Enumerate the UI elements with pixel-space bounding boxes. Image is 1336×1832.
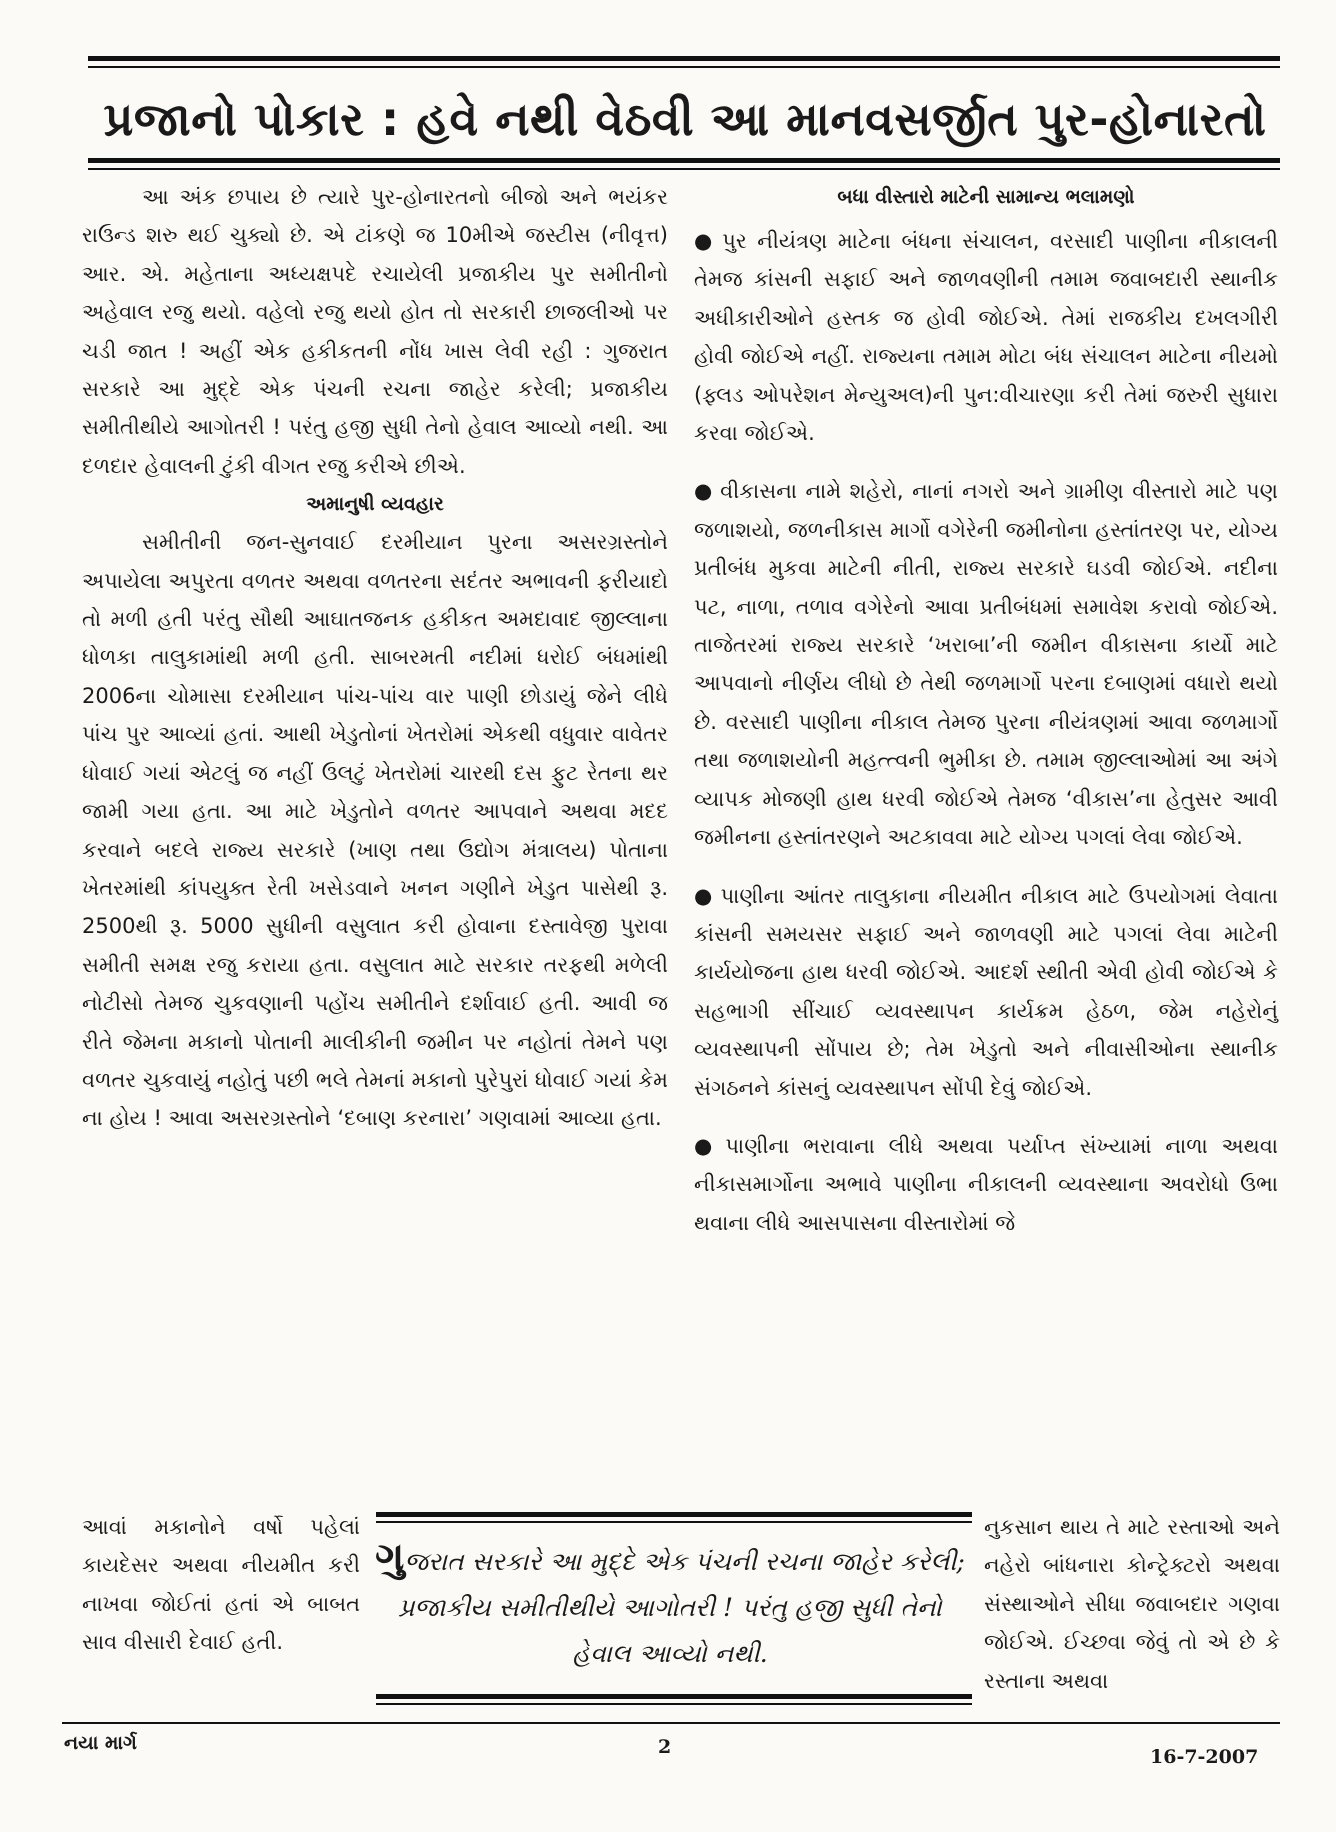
recommendation-text: વીકાસના નામે શહેરો, નાનાં નગરો અને ગ્રામીણ વીસ્તારો માટે પણ જળાશયો, જળનીકાસ માર્ગો વગેરેની જમીનોના હસ્તાંતરણ પર, યોગ્ય પ્રતીબંધ મુકવા માટેની નીતી, રાજ્ય સરકારે ઘડવી જોઈએ. નદીના પટ, નાળા, તળાવ વગેરેનો આવા પ્રતીબંધમાં સમાવેશ કરાવો જોઈએ. તાજેતરમાં રાજ્ય સરકારે ‘ખરાબા’ની જમીન વીકાસના કાર્યો માટે આપવાનો નીર્ણય લીધો છે તેથી જળમાર્ગો પરના દબાણમાં વધારો થયો છે. વરસાદી પાણીના નીકાલ તેમજ પુરના નીયંત્રણમાં આવા જળમાર્ગો તથા જળાશયોની મહત્ત્વની ભુમીકા છે. તમામ જીલ્લાઓમાં આ અંગે વ્યાપક મોજણી હાથ ધરવી જોઈએ તેમજ ‘વીકાસ’ના હેતુસર આવી જમીનના હસ્તાંતરણને અટકાવવા માટે યોગ્ય પગલાં લેવા જોઈએ.	[694, 479, 1278, 850]
left-column	[82, 178, 668, 1138]
left-subheading: અમાનુષી વ્યવહાર	[306, 493, 444, 516]
recommendation-text: પાણીના ભરાવાના લીધે અથવા પર્યાપ્ત સંખ્યામાં નાળા અથવા નીકાસમાર્ગોના અભાવે પાણીના નીકાલની વ્યવસ્થાના અવરોધો ઉભા થવાના લીધે આસપાસના વીસ્તારોમાં જે	[694, 1133, 1278, 1235]
recommendation-text: પુર નીયંત્રણ માટેના બંધના સંચાલન, વરસાદી પાણીના નીકાલની તેમજ કાંસની સફાઈ અને જાળવણીની તમામ જવાબદારી સ્થાનીક અધીકારીઓને હસ્તક જ હોવી જોઈએ. તેમાં રાજકીય દખલગીરી હોવી જોઈએ નહીં. રાજ્યના તમામ મોટા બંધ સંચાલન માટેના નીયમો (ફ્લડ ઓપરેશન મેન્યુઅલ)ની પુન:વીચારણા કરી તેમાં જરુરી સુધારા કરવા જોઈએ.	[694, 229, 1278, 446]
pull-quote-rule-bottom	[376, 1694, 972, 1699]
pull-quote-initial: ગુ	[375, 1533, 405, 1580]
right-tail	[984, 1508, 1280, 1700]
top-rule-thin	[88, 66, 1280, 68]
bullet-icon: ●	[694, 229, 717, 253]
footer-rule	[62, 1722, 1280, 1724]
recommendation-2	[694, 472, 1278, 856]
headline-rule-thin	[88, 168, 1280, 170]
bullet-icon: ●	[694, 883, 715, 908]
bullet-icon: ●	[694, 479, 715, 504]
left-tail	[82, 1508, 360, 1662]
headline: પ્રજાનો પોકાર : હવે નથી વેઠવી આ માનવસર્જીત પુર-હોનારતો	[103, 92, 1267, 146]
pull-quote-rule-top-thin	[376, 1521, 972, 1523]
issue-date: 16-7-2007	[1150, 1746, 1259, 1768]
pull-quote	[370, 1534, 970, 1684]
right-column	[694, 178, 1278, 1242]
top-rule	[88, 56, 1280, 61]
body-paragraph: સમીતીની જન-સુનવાઈ દરમીયાન પુરના અસરગ્રસ્તોને અપાયેલા અપુરતા વળતર અથવા વળતરના સદંતર અભાવની ફરીયાદો તો મળી હતી પરંતુ સૌથી આઘાતજનક હકીકત અમદાવાદ જીલ્લાના ધોળકા તાલુકામાંથી મળી હતી. સાબરમતી નદીમાં ધરોઈ બંધમાંથી 2006ના ચોમાસા દરમીયાન પાંચ-પાંચ વાર પાણી છોડાયું જેને લીધે પાંચ પુર આવ્યાં હતાં. આથી ખેડુતોનાં ખેતરોમાં એકથી વધુવાર વાવેતર ધોવાઈ ગયાં એટલું જ નહીં ઉલટું ખેતરોમાં ચારથી દસ ફુટ રેતના થર જામી ગયા હતા. આ માટે ખેડુતોને વળતર આપવાને અથવા મદદ કરવાને બદલે રાજ્ય સરકારે (ખાણ તથા ઉદ્યોગ મંત્રાલય) પોતાના ખેતરમાંથી કાંપયુક્ત રેતી ખસેડવાને ખનન ગણીને ખેડુત પાસેથી રૂ. 2500થી રૂ. 5000 સુધીની વસુલાત કરી હોવાના દસ્તાવેજી પુરાવા સમીતી સમક્ષ રજુ કરાયા હતા. વસુલાત માટે સરકાર તરફથી મળેલી નોટીસો તેમજ ચુકવણાની પહોંચ સમીતીને દર્શાવાઈ હતી. આવી જ રીતે જેમના મકાનો પોતાની માલીકીની જમીન પર નહોતાં તેમને પણ વળતર ચુકવાયું નહોતું પછી ભલે તેમનાં મકાનો પુરેપુરાં ધોવાઈ ગયાં કેમ ના હોય ! આવા અસરગ્રસ્તોને ‘દબાણ કરનારા’ ગણવામાં આવ્યા હતા.	[82, 530, 668, 1131]
recommendation-text: પાણીના આંતર તાલુકાના નીયમીત નીકાલ માટે ઉપયોગમાં લેવાતા કાંસની સમયસર સફાઈ અને જાળવણી માટે પગલાં લેવા માટેની કાર્યયોજના હાથ ધરવી જોઈએ. આદર્શ સ્થીતી એવી હોવી જોઈએ કે સહભાગી સીંચાઈ વ્યવસ્થાપન કાર્યક્રમ હેઠળ, જેમ નહેરોનું વ્યવસ્થાપની સોંપાય છે; તેમ ખેડુતો અને નીવાસીઓના સ્થાનીક સંગઠનને કાંસનું વ્યવસ્થાપન સોંપી દેવું જોઈએ.	[694, 883, 1278, 1100]
pull-quote-text: જરાત સરકારે આ મુદ્દે એક પંચની રચના જાહેર કરેલી; પ્રજાકીય સમીતીથીયે આગોતરી ! પરંતુ હજી સુધી તેનો હેવાલ આવ્યો નથી.	[398, 1547, 965, 1668]
pull-quote-rule-top	[376, 1512, 972, 1517]
intro-paragraph: આ અંક છપાય છે ત્યારે પુર-હોનારતનો બીજો અને ભયંકર રાઉન્ડ શરુ થઈ ચુક્યો છે. એ ટાંકણે જ 10મીએ જસ્ટીસ (નીવૃત્ત) આર. એ. મહેતાના અધ્યક્ષપદે રચાયેલી પ્રજાકીય પુર સમીતીનો અહેવાલ રજુ થયો. વહેલો રજુ થયો હોત તો સરકારી છાજલીઓ પર ચડી જાત ! અહીં એક હકીકતની નોંધ ખાસ લેવી રહી : ગુજરાત સરકારે આ મુદ્દે એક પંચની રચના જાહેર કરેલી; પ્રજાકીય સમીતીથીયે આગોતરી ! પરંતુ હજી સુધી તેનો હેવાલ આવ્યો નથી. આ દળદાર હેવાલની ટુંકી વીગત રજુ કરીએ છીએ.	[82, 185, 668, 478]
bullet-icon: ●	[694, 1133, 720, 1158]
right-subheading: બધા વીસ્તારો માટેની સામાન્ય ભલામણો	[837, 186, 1135, 208]
page-number: 2	[658, 1736, 672, 1758]
recommendation-1	[694, 222, 1278, 452]
recommendation-4	[694, 1127, 1278, 1242]
recommendation-3	[694, 877, 1278, 1107]
pull-quote-rule-bottom-thin	[376, 1703, 972, 1705]
right-tail-paragraph: નુકસાન થાય તે માટે રસ્તાઓ અને નહેરો બાંધનારા કોન્ટ્રેક્ટરો અથવા સંસ્થાઓને સીધા જવાબદાર ગણવા જોઈએ. ઈચ્છવા જેવું તો એ છે કે રસ્તાના અથવા	[984, 1515, 1280, 1693]
left-tail-paragraph: આવાં મકાનોને વર્ષો પહેલાં કાયદેસર અથવા નીયમીત કરી નાખવા જોઈતાં હતાં એ બાબત સાવ વીસારી દેવાઈ હતી.	[82, 1515, 360, 1655]
publication-name: નયા માર્ગ	[64, 1732, 137, 1754]
headline-rule	[88, 158, 1280, 163]
